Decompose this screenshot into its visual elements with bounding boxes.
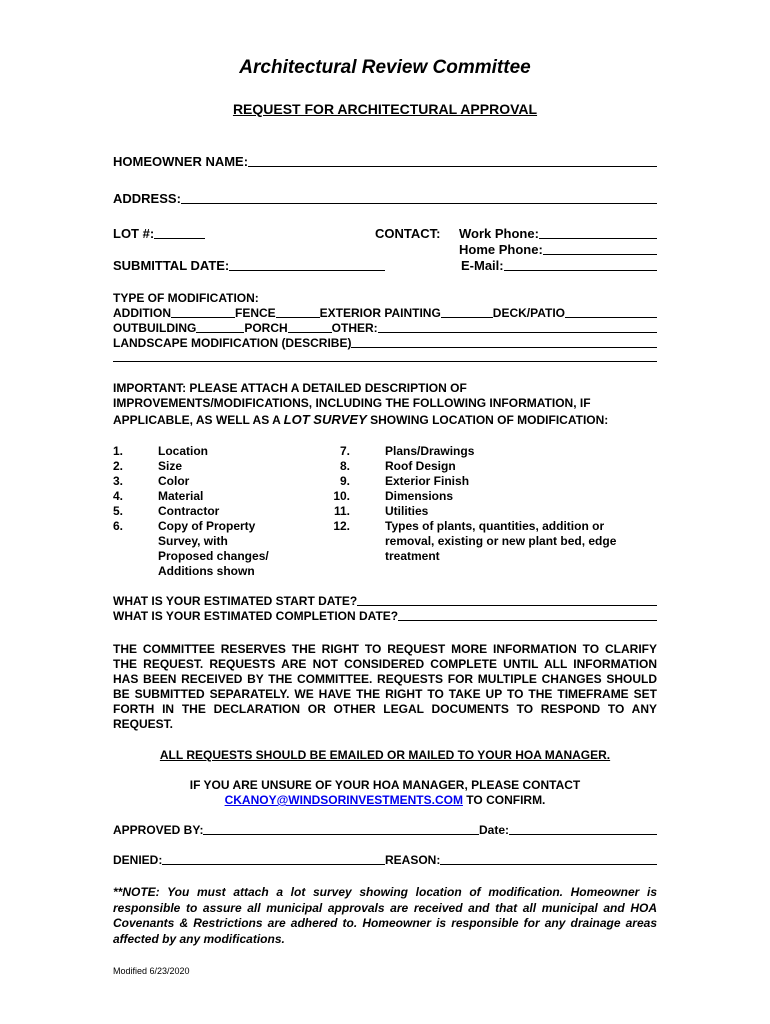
approval-date-label: Date: — [479, 823, 510, 837]
list-item-number: 2. — [113, 459, 124, 473]
address-label: ADDRESS: — [113, 191, 181, 206]
list-item-text: Copy of Property Survey, with Proposed changes/ Additions shown — [158, 519, 269, 578]
list-item — [113, 474, 313, 489]
modification-row-1 — [113, 306, 657, 320]
list-item — [330, 459, 630, 474]
submittal-date-row — [113, 258, 385, 273]
start-date-field[interactable] — [357, 594, 657, 606]
list-item — [330, 489, 630, 504]
modification-row-2 — [113, 321, 657, 335]
email-label: E-Mail: — [461, 258, 504, 273]
deck-patio-field[interactable] — [565, 306, 657, 318]
landscape-label: LANDSCAPE MODIFICATION (DESCRIBE) — [113, 336, 352, 350]
lot-field[interactable] — [154, 227, 205, 239]
list-item — [113, 459, 313, 474]
list-item-number: 1. — [113, 444, 124, 458]
list-item-text: Color — [158, 474, 190, 488]
approved-by-label: APPROVED BY: — [113, 823, 204, 837]
submittal-date-label: SUBMITTAL DATE: — [113, 258, 230, 273]
list-item — [113, 489, 313, 504]
list-item-text: Exterior Finish — [385, 474, 470, 488]
document-subtitle: REQUEST FOR ARCHITECTURAL APPROVAL — [232, 101, 538, 117]
list-item-number: 7. — [339, 444, 350, 458]
list-item-text: Location — [158, 444, 208, 458]
modification-row-3 — [113, 336, 657, 350]
exterior-painting-label: EXTERIOR PAINTING — [319, 306, 441, 320]
footer-modified-date: Modified 6/23/2020 — [113, 966, 190, 976]
list-item-text: Contractor — [158, 504, 220, 518]
addition-label: ADDITION — [113, 306, 171, 320]
email-row — [461, 258, 657, 273]
list-item — [330, 444, 630, 459]
lot-row — [113, 226, 205, 241]
completion-date-field[interactable] — [398, 609, 657, 621]
completion-date-label: WHAT IS YOUR ESTIMATED COMPLETION DATE? — [113, 609, 399, 623]
fence-field[interactable] — [276, 306, 320, 318]
list-item-text: Plans/Drawings — [385, 444, 475, 458]
outbuilding-field[interactable] — [196, 321, 244, 333]
list-item-number: 12. — [333, 519, 350, 533]
address-field[interactable] — [181, 192, 657, 204]
contact-line-1: IF YOU ARE UNSURE OF YOUR HOA MANAGER, PLEASE CONTACT — [189, 778, 581, 792]
home-phone-row — [459, 242, 657, 257]
list-item-number: 4. — [113, 489, 124, 503]
reason-row — [385, 853, 657, 867]
note-paragraph: **NOTE: You must attach a lot survey showing location of modification. Homeowner is responsible to assure all municipal approvals are received and that all municipal and HOA Covenants & Restrictions are adhered to. Homeowner is responsible for any drainage areas affected by any modifications. — [113, 885, 657, 946]
important-line-3 — [113, 412, 608, 427]
contact-label: CONTACT: — [375, 226, 441, 241]
important-line-1: IMPORTANT: PLEASE ATTACH A DETAILED DESCRIPTION OF — [113, 381, 467, 395]
home-phone-label: Home Phone: — [459, 242, 543, 257]
homeowner-name-row — [113, 154, 657, 169]
start-date-label: WHAT IS YOUR ESTIMATED START DATE? — [113, 594, 358, 608]
list-item-number: 11. — [333, 504, 350, 518]
approved-by-row — [113, 823, 479, 837]
deck-patio-label: DECK/PATIO — [492, 306, 566, 320]
list-item — [113, 519, 313, 579]
denied-field[interactable] — [162, 853, 385, 865]
approved-by-field[interactable] — [203, 823, 479, 835]
denied-label: DENIED: — [113, 853, 163, 867]
list-item — [113, 444, 313, 459]
email-field[interactable] — [504, 259, 657, 271]
list-item-text: Size — [158, 459, 183, 473]
list-item-number: 10. — [333, 489, 350, 503]
list-item-text: Material — [158, 489, 204, 503]
list-item — [330, 519, 630, 564]
landscape-field[interactable] — [351, 336, 657, 348]
other-field[interactable] — [378, 321, 657, 333]
porch-field[interactable] — [288, 321, 332, 333]
list-item-number: 5. — [113, 504, 124, 518]
list-item-number: 8. — [339, 459, 350, 473]
work-phone-row — [459, 226, 657, 241]
committee-paragraph: THE COMMITTEE RESERVES THE RIGHT TO REQUEST MORE INFORMATION TO CLARIFY THE REQUEST. REQUESTS ARE NOT CONSIDERED COMPLETE UNTIL ALL INFORMATION HAS BEEN RECEIVED BY THE COMMITTEE. REQUESTS FOR MULTIPLE CHANGES SHOULD BE SUBMITTED SEPARATELY. WE HAVE THE RIGHT TO TAKE UP TO THE TIMEFRAME SET FORTH IN THE DECLARATION OR OTHER LEGAL DOCUMENTS TO RESPOND TO ANY REQUEST. — [113, 642, 657, 731]
landscape-extra-line[interactable] — [113, 361, 657, 362]
denied-row — [113, 853, 385, 867]
list-item-number: 3. — [113, 474, 124, 488]
list-item-text: Utilities — [385, 504, 429, 518]
work-phone-field[interactable] — [539, 227, 657, 239]
exterior-painting-field[interactable] — [441, 306, 493, 318]
reason-label: REASON: — [385, 853, 441, 867]
submittal-date-field[interactable] — [229, 259, 385, 271]
important-line-2: IMPROVEMENTS/MODIFICATIONS, INCLUDING THE FOLLOWING INFORMATION, IF — [113, 396, 591, 410]
list-item — [113, 504, 313, 519]
important-line-3-pre: APPLICABLE, AS WELL AS A — [113, 413, 284, 427]
modification-heading: TYPE OF MODIFICATION: — [113, 291, 259, 305]
home-phone-field[interactable] — [543, 243, 657, 255]
contact-line-2 — [0, 793, 770, 807]
list-item-number: 9. — [339, 474, 350, 488]
manager-email-link[interactable]: CKANOY@WINDSORINVESTMENTS.COM — [224, 793, 463, 807]
lot-label: LOT #: — [113, 226, 155, 241]
completion-date-row — [113, 609, 657, 623]
emailed-notice: ALL REQUESTS SHOULD BE EMAILED OR MAILED TO YOUR HOA MANAGER. — [159, 748, 611, 762]
start-date-row — [113, 594, 657, 608]
list-item-number: 6. — [113, 519, 124, 533]
work-phone-label: Work Phone: — [459, 226, 539, 241]
other-label: OTHER: — [331, 321, 378, 335]
list-right — [330, 444, 630, 564]
lot-survey-emphasis: LOT SURVEY — [283, 412, 367, 427]
fence-label: FENCE — [235, 306, 276, 320]
address-row — [113, 191, 657, 206]
reason-field[interactable] — [440, 853, 657, 865]
contact-line-2-post: TO CONFIRM. — [462, 793, 546, 807]
document-title: Architectural Review Committee — [239, 57, 531, 78]
list-item-text: Roof Design — [385, 459, 456, 473]
outbuilding-label: OUTBUILDING — [113, 321, 197, 335]
important-line-3-post: SHOWING LOCATION OF MODIFICATION: — [366, 413, 609, 427]
list-item — [330, 474, 630, 489]
approval-date-field[interactable] — [509, 823, 657, 835]
addition-field[interactable] — [171, 306, 235, 318]
homeowner-name-field[interactable] — [248, 155, 657, 167]
list-left — [113, 444, 313, 579]
approval-date-row — [479, 823, 657, 837]
list-item — [330, 504, 630, 519]
list-item-text: Types of plants, quantities, addition or removal, existing or new plant bed, edge treatment — [385, 519, 617, 563]
list-item-text: Dimensions — [385, 489, 454, 503]
porch-label: PORCH — [244, 321, 288, 335]
homeowner-name-label: HOMEOWNER NAME: — [113, 154, 249, 169]
